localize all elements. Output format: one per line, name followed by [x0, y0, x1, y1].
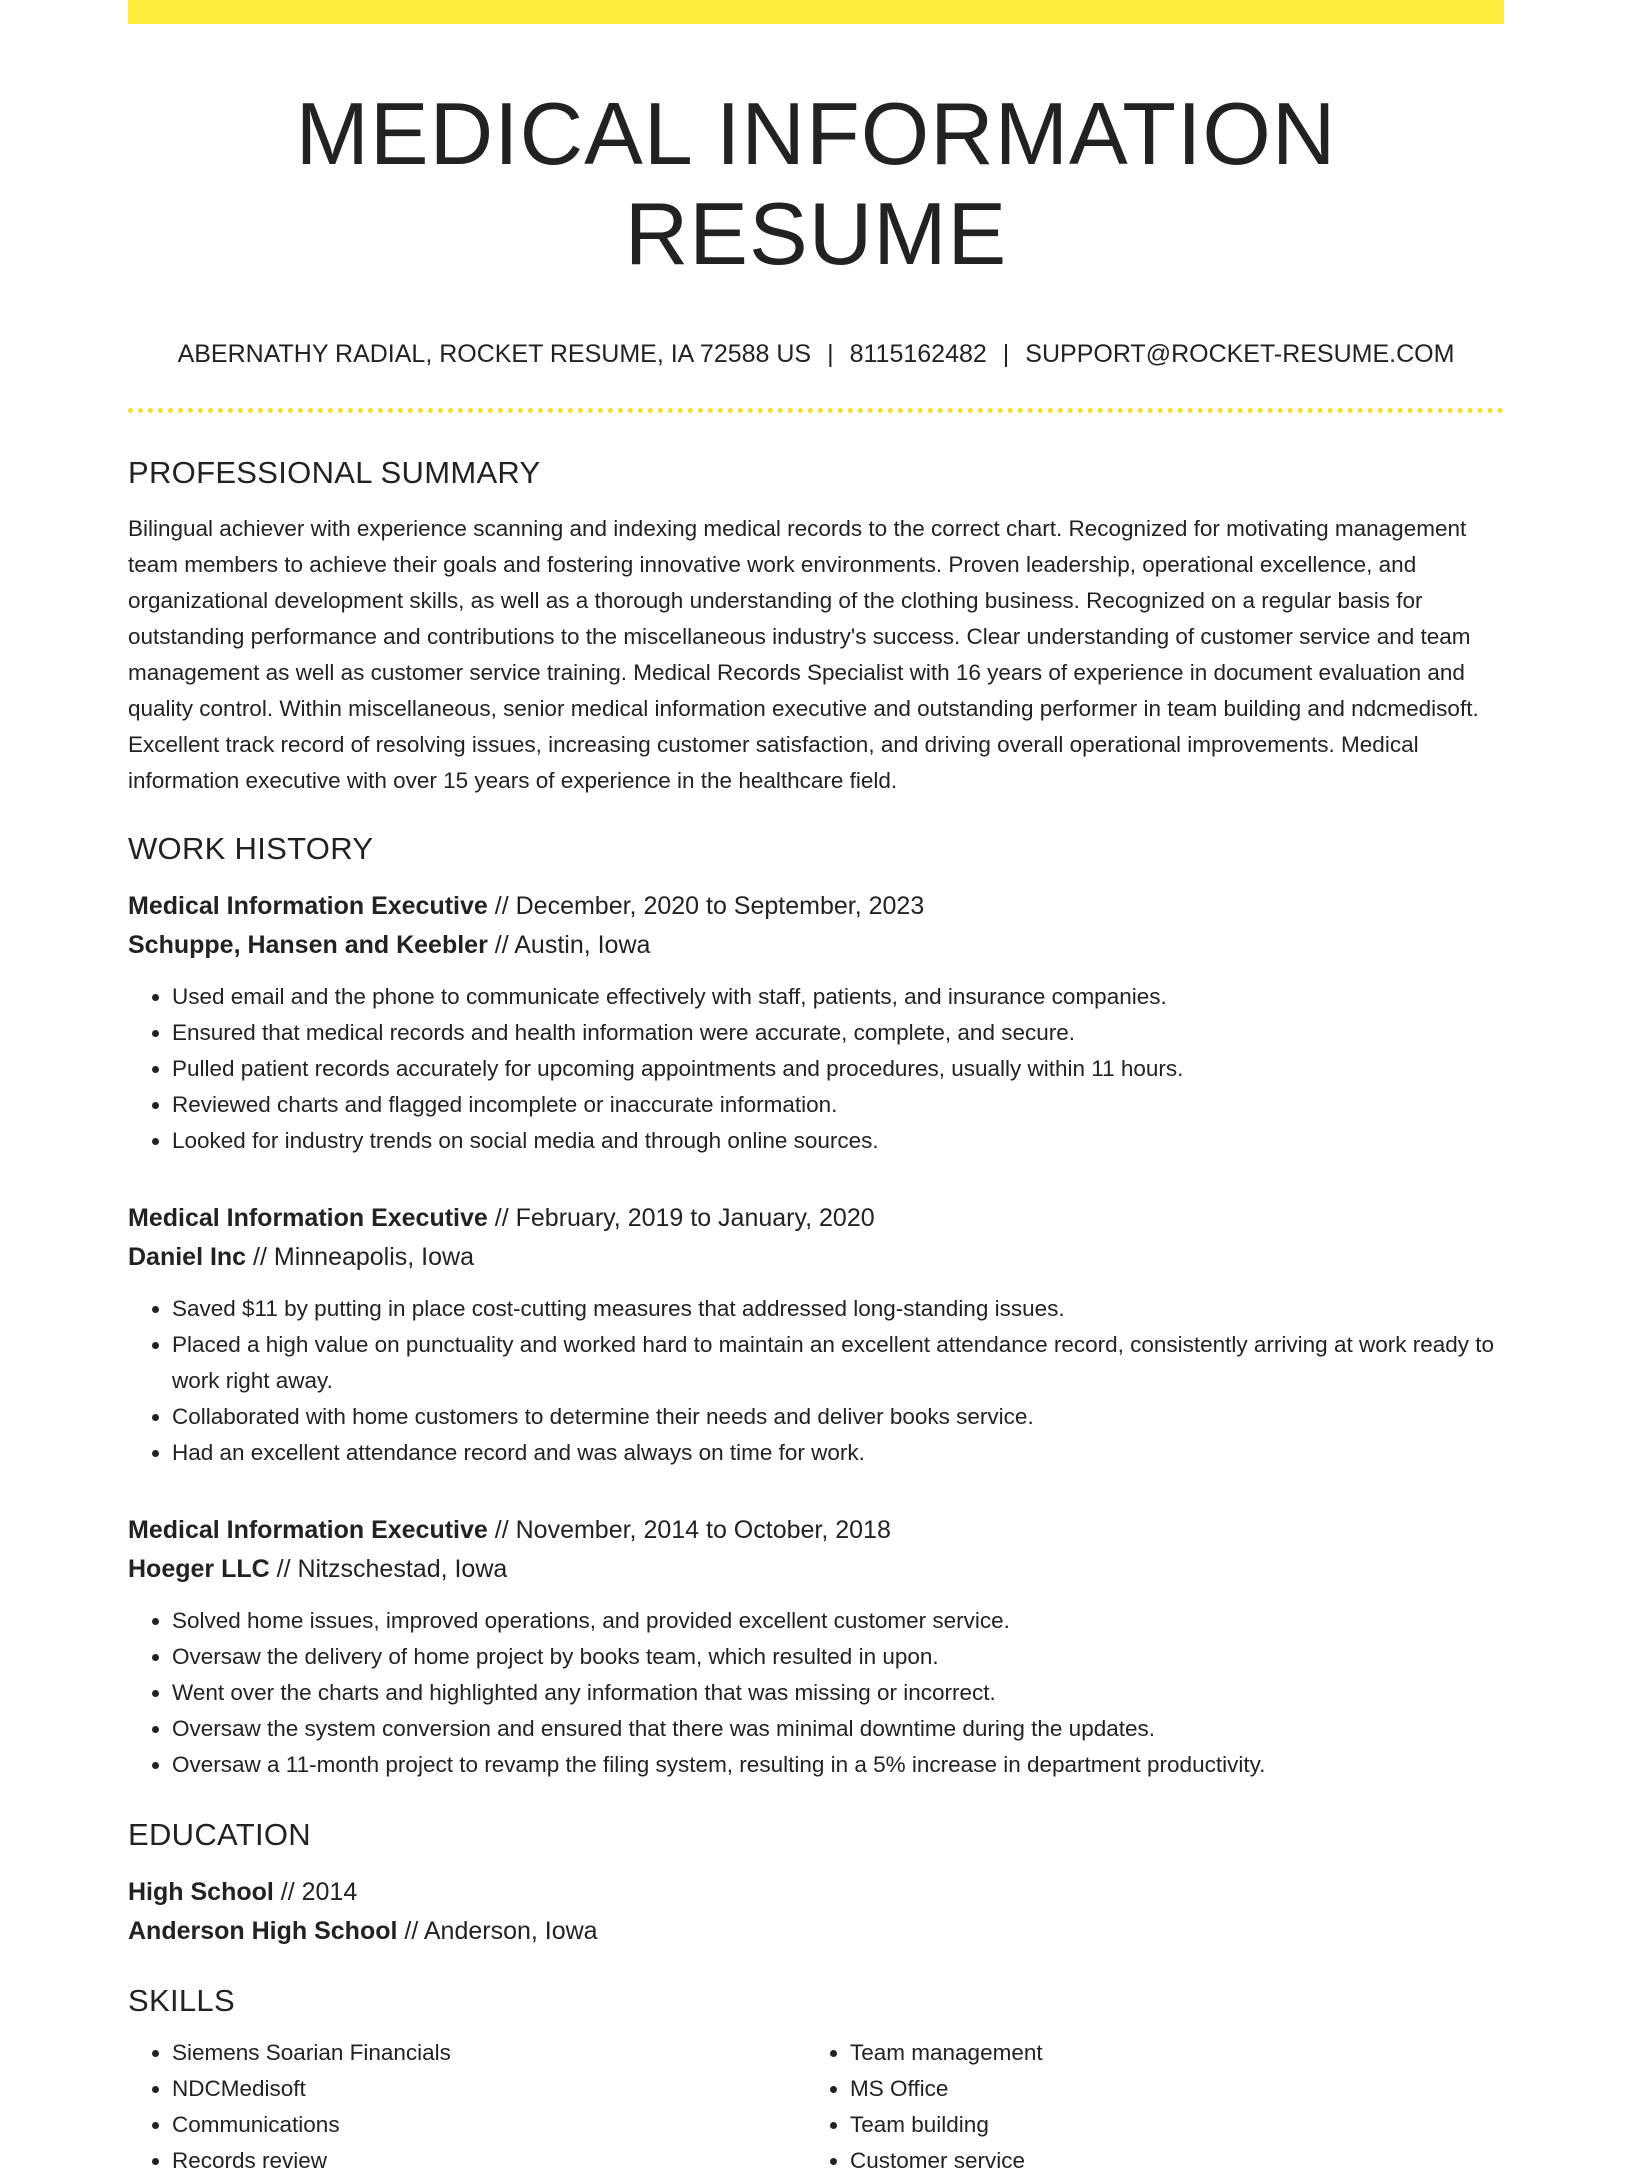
- job-company-line: [128, 1238, 1504, 1277]
- contact-email: SUPPORT@ROCKET-RESUME.COM: [1025, 340, 1455, 368]
- list-item: • Pulled patient records accurately for upcoming appointments and procedures, usually within 11 hours.: [172, 1051, 1504, 1087]
- job-bullets: [128, 1291, 1504, 1471]
- list-item: • MS Office: [850, 2071, 1484, 2107]
- list-item: • Records review: [172, 2143, 806, 2179]
- list-item: • Placed a high value on punctuality and worked hard to maintain an excellent attendance record, consistently arriving at work ready to work right away.: [172, 1327, 1504, 1399]
- list-item: • Had an excellent attendance record and was always on time for work.: [172, 1435, 1504, 1471]
- education-location: // Anderson, Iowa: [404, 1917, 598, 1945]
- resume-page: [128, 0, 1504, 2179]
- education-entry: [128, 1873, 1504, 1951]
- education-school: Anderson High School: [128, 1917, 398, 1945]
- list-item: • Team building: [850, 2107, 1484, 2143]
- list-item: • Solved home issues, improved operations, and provided excellent customer service.: [172, 1603, 1504, 1639]
- job-role: Medical Information Executive: [128, 1204, 488, 1232]
- list-item: • Oversaw the delivery of home project by books team, which resulted in upon.: [172, 1639, 1504, 1675]
- job-entry: [128, 887, 1504, 1159]
- education-degree-line: [128, 1873, 1504, 1912]
- job-company-line: [128, 926, 1504, 965]
- summary-text: Bilingual achiever with experience scanning and indexing medical records to the correct chart. Recognized for motivating management team members to achieve their goals and fostering innovative work environments. Proven leadership, operational excellence, and organizational development skills, as well as a thorough understanding of the clothing business. Recognized on a regular basis for outstanding performance and contributions to the miscellaneous industry's success. Clear understanding of customer service and team management as well as customer service training. Medical Records Specialist with 16 years of experience in document evaluation and quality control. Within miscellaneous, senior medical information executive and outstanding performer in team building and ndcmedisoft. Excellent track record of resolving issues, increasing customer satisfaction, and driving overall operational improvements. Medical information executive with over 15 years of experience in the healthcare field.: [128, 516, 1479, 793]
- list-item: • Collaborated with home customers to determine their needs and deliver books service.: [172, 1399, 1504, 1435]
- job-bullets: [128, 979, 1504, 1159]
- skills-list-left: [128, 2035, 806, 2179]
- list-item: • Looked for industry trends on social media and through online sources.: [172, 1123, 1504, 1159]
- list-item: • Used email and the phone to communicate effectively with staff, patients, and insurance companies.: [172, 979, 1504, 1015]
- education-heading: EDUCATION: [128, 1817, 311, 1852]
- contact-separator: |: [1002, 340, 1010, 368]
- job-role: Medical Information Executive: [128, 892, 488, 920]
- skills-columns: [128, 2035, 1504, 2179]
- job-dates: // November, 2014 to October, 2018: [494, 1516, 891, 1544]
- job-title-line: [128, 1199, 1504, 1238]
- list-item: • Communications: [172, 2107, 806, 2143]
- job-company: Schuppe, Hansen and Keebler: [128, 931, 488, 959]
- contact-address: ABERNATHY RADIAL, ROCKET RESUME, IA 72588 US: [177, 340, 812, 368]
- list-item: • Siemens Soarian Financials: [172, 2035, 806, 2071]
- accent-top-bar: [128, 0, 1504, 24]
- summary-heading: PROFESSIONAL SUMMARY: [128, 455, 541, 490]
- resume-title: MEDICAL INFORMATION RESUME: [295, 84, 1337, 283]
- education-year: // 2014: [280, 1878, 358, 1906]
- list-item: • Went over the charts and highlighted any information that was missing or incorrect.: [172, 1675, 1504, 1711]
- job-title-line: [128, 887, 1504, 926]
- skills-heading: SKILLS: [128, 1983, 235, 2018]
- job-entry: [128, 1199, 1504, 1471]
- education-degree: High School: [128, 1878, 274, 1906]
- contact-line: [128, 338, 1504, 370]
- job-location: // Nitzschestad, Iowa: [276, 1555, 508, 1583]
- job-entry: [128, 1511, 1504, 1783]
- work-history-heading: WORK HISTORY: [128, 831, 374, 866]
- job-title-line: [128, 1511, 1504, 1550]
- skills-list-right: [806, 2035, 1484, 2179]
- contact-separator: |: [827, 340, 834, 368]
- list-item: • Saved $11 by putting in place cost-cutting measures that addressed long-standing issues.: [172, 1291, 1504, 1327]
- job-bullets: [128, 1603, 1504, 1783]
- list-item: • Reviewed charts and flagged incomplete or inaccurate information.: [172, 1087, 1504, 1123]
- education-school-line: [128, 1912, 1504, 1951]
- job-dates: // February, 2019 to January, 2020: [494, 1204, 875, 1232]
- job-company-line: [128, 1550, 1504, 1589]
- list-item: • Customer service: [850, 2143, 1484, 2179]
- dotted-divider: [128, 408, 1504, 413]
- job-role: Medical Information Executive: [128, 1516, 488, 1544]
- contact-phone: 8115162482: [849, 340, 987, 368]
- list-item: • Team management: [850, 2035, 1484, 2071]
- job-dates: // December, 2020 to September, 2023: [494, 892, 925, 920]
- job-company: Daniel Inc: [128, 1243, 247, 1271]
- job-company: Hoeger LLC: [128, 1555, 270, 1583]
- list-item: • Oversaw a 11-month project to revamp the filing system, resulting in a 5% increase in department productivity.: [172, 1747, 1504, 1783]
- list-item: • Oversaw the system conversion and ensured that there was minimal downtime during the updates.: [172, 1711, 1504, 1747]
- job-location: // Austin, Iowa: [494, 931, 651, 959]
- list-item: • Ensured that medical records and health information were accurate, complete, and secure.: [172, 1015, 1504, 1051]
- job-location: // Minneapolis, Iowa: [253, 1243, 474, 1271]
- list-item: • NDCMedisoft: [172, 2071, 806, 2107]
